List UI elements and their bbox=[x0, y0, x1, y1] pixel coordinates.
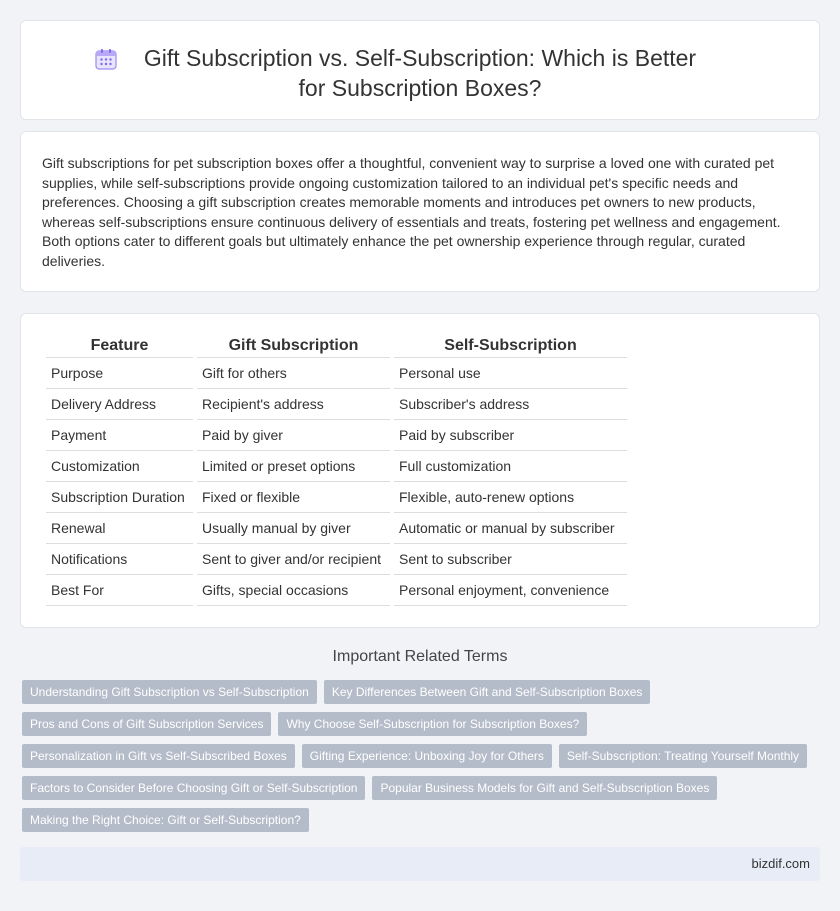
related-term-tag[interactable]: Understanding Gift Subscription vs Self-Subscription bbox=[22, 680, 317, 704]
table-cell: Full customization bbox=[394, 451, 627, 482]
related-term-tag[interactable]: Why Choose Self-Subscription for Subscription Boxes? bbox=[278, 712, 587, 736]
table-cell: Flexible, auto-renew options bbox=[394, 482, 627, 513]
table-cell: Sent to subscriber bbox=[394, 544, 627, 575]
table-cell: Usually manual by giver bbox=[197, 513, 390, 544]
comparison-card bbox=[20, 313, 820, 628]
table-cell: Purpose bbox=[46, 358, 193, 389]
table-cell: Subscription Duration bbox=[46, 482, 193, 513]
table-cell: Best For bbox=[46, 575, 193, 606]
header-card bbox=[20, 20, 820, 120]
table-row bbox=[46, 482, 627, 513]
intro-card bbox=[20, 131, 820, 292]
related-term-tag[interactable]: Gifting Experience: Unboxing Joy for Others bbox=[302, 744, 552, 768]
table-cell: Fixed or flexible bbox=[197, 482, 390, 513]
comparison-table bbox=[42, 334, 631, 606]
table-cell: Recipient's address bbox=[197, 389, 390, 420]
table-cell: Personal use bbox=[394, 358, 627, 389]
table-row bbox=[46, 420, 627, 451]
table-row bbox=[46, 389, 627, 420]
table-row bbox=[46, 451, 627, 482]
column-header-self: Self-Subscription bbox=[394, 334, 627, 358]
related-term-tag[interactable]: Personalization in Gift vs Self-Subscribed Boxes bbox=[22, 744, 295, 768]
table-header-row bbox=[46, 334, 627, 358]
table-cell: Delivery Address bbox=[46, 389, 193, 420]
table-cell: Paid by giver bbox=[197, 420, 390, 451]
footer-brand[interactable]: bizdif.com bbox=[751, 856, 810, 871]
related-term-tag[interactable]: Popular Business Models for Gift and Self-Subscription Boxes bbox=[372, 776, 717, 800]
table-cell: Customization bbox=[46, 451, 193, 482]
table-cell: Subscriber's address bbox=[394, 389, 627, 420]
column-header-feature: Feature bbox=[46, 334, 193, 358]
table-cell: Automatic or manual by subscriber bbox=[394, 513, 627, 544]
related-term-tag[interactable]: Self-Subscription: Treating Yourself Monthly bbox=[559, 744, 807, 768]
table-row bbox=[46, 575, 627, 606]
related-term-tag[interactable]: Key Differences Between Gift and Self-Subscription Boxes bbox=[324, 680, 651, 704]
related-term-tag[interactable]: Pros and Cons of Gift Subscription Services bbox=[22, 712, 271, 736]
related-term-tag[interactable]: Factors to Consider Before Choosing Gift or Self-Subscription bbox=[22, 776, 365, 800]
table-cell: Gifts, special occasions bbox=[197, 575, 390, 606]
table-row bbox=[46, 358, 627, 389]
table-cell: Notifications bbox=[46, 544, 193, 575]
intro-paragraph: Gift subscriptions for pet subscription boxes offer a thoughtful, convenient way to surprise a loved one with curated pet supplies, while self-subscriptions provide ongoing customization tailored to an individual pet's specific needs and preferences. Choosing a gift subscription creates memorable moments and introduces pet owners to new products, whereas self-subscriptions ensure continuous delivery of essentials and treats, fostering pet wellness and engagement. Both options cater to different goals but ultimately enhance the pet ownership experience through regular, curated deliveries. bbox=[42, 155, 781, 269]
table-cell: Renewal bbox=[46, 513, 193, 544]
related-terms-list bbox=[22, 680, 822, 840]
page-title: Gift Subscription vs. Self-Subscription: Which is Better for Subscription Boxes? bbox=[143, 45, 697, 101]
table-row bbox=[46, 513, 627, 544]
table-cell: Personal enjoyment, convenience bbox=[394, 575, 627, 606]
footer bbox=[20, 847, 820, 881]
column-header-gift: Gift Subscription bbox=[197, 334, 390, 358]
table-cell: Limited or preset options bbox=[197, 451, 390, 482]
table-cell: Payment bbox=[46, 420, 193, 451]
related-terms-title: Important Related Terms bbox=[332, 648, 508, 665]
related-term-tag[interactable]: Making the Right Choice: Gift or Self-Subscription? bbox=[22, 808, 309, 832]
table-row bbox=[46, 544, 627, 575]
table-cell: Paid by subscriber bbox=[394, 420, 627, 451]
table-cell: Sent to giver and/or recipient bbox=[197, 544, 390, 575]
table-cell: Gift for others bbox=[197, 358, 390, 389]
